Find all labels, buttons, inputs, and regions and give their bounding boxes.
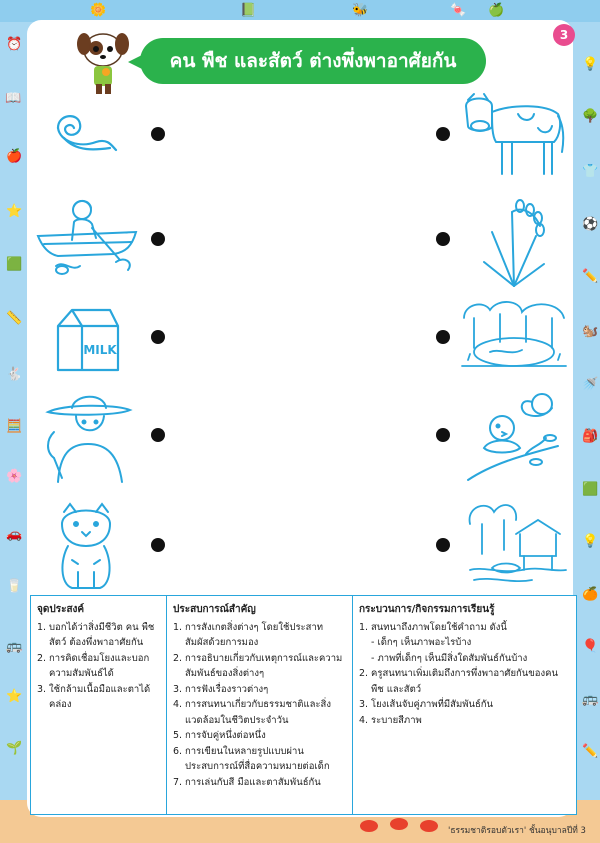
process-heading: กระบวนการ/กิจกรรมการเรียนรู้ <box>359 604 495 615</box>
pencil-icon: ✏️ <box>582 269 599 284</box>
process-subitem: - เด็กๆ เห็นภาพอะไรบ้าง <box>371 637 472 648</box>
rabbit-icon: 🐇 <box>6 367 23 382</box>
experience-item: 4. การสนทนาเกี่ยวกับธรรมชาติและสิ่งแวดล้อมในชีวิตประจำวัน <box>173 699 331 726</box>
apple-icon: 🍏 <box>488 3 505 18</box>
experience-item: 6. การเขียนในหลายรูปแบบผ่านประสบการณ์ที่สื่อความหมายต่อเด็ก <box>173 745 330 772</box>
watering-can-icon: 🚿 <box>582 377 599 392</box>
process-item: 3. โยงเส้นจับคู่ภาพที่มีสัมพันธ์กัน <box>359 699 494 710</box>
right-dot-3[interactable] <box>436 330 450 344</box>
process-item: 4. ระบายสีภาพ <box>359 714 422 726</box>
boat-fisher-icon <box>36 196 141 280</box>
right-dot-1[interactable] <box>436 127 450 141</box>
forest-pond-icon <box>460 296 568 372</box>
left-dot-4[interactable] <box>151 428 165 442</box>
star-icon: ⭐ <box>6 204 23 219</box>
ball-icon: ⚽ <box>582 217 599 232</box>
objective-item: 1. บอกได้ว่าสิ่งมีชีวิต คน พืช สัตว์ ต้องพึ่งพาอาศัยกัน <box>37 621 155 648</box>
lightbulb-icon: 💡 <box>582 57 599 72</box>
flower-icon: 🌸 <box>6 469 23 484</box>
experiences-column <box>166 596 352 814</box>
bag-icon: 🎒 <box>582 429 599 444</box>
bird-nest-icon <box>466 388 562 486</box>
river-house-icon <box>462 494 568 590</box>
crabs-icon <box>355 812 445 836</box>
squirrel-icon: 🐿️ <box>582 324 599 339</box>
candy-icon: 🍬 <box>450 3 467 18</box>
left-dot-2[interactable] <box>151 232 165 246</box>
left-dot-3[interactable] <box>151 330 165 344</box>
tiger-icon <box>52 500 120 592</box>
process-column <box>352 596 575 814</box>
calculator-icon: 🧮 <box>6 419 23 434</box>
rice-plant-icon <box>478 192 550 288</box>
right-dot-5[interactable] <box>436 538 450 552</box>
experiences-heading: ประสบการณ์สำคัญ <box>173 604 256 615</box>
farmer-icon <box>44 382 134 486</box>
process-item: 1. สนทนาถึงภาพโดยใช้คำถาม ดังนี้ <box>359 621 507 633</box>
pencil-icon: ✏️ <box>582 744 599 759</box>
cow-icon <box>462 92 566 178</box>
right-dot-4[interactable] <box>436 428 450 442</box>
board-icon: 🟩 <box>582 482 599 497</box>
milk-label: MILK <box>83 343 117 357</box>
footer-text: 'ธรรมชาติรอบตัวเรา' ชั้นอนุบาลปีที่ 3 <box>448 826 586 836</box>
objective-item: 2. การคิดเชื่อมโยงและบอกความสัมพันธ์ได้ <box>37 652 150 679</box>
apple-icon: 🍎 <box>6 149 23 164</box>
dog-mascot-icon <box>72 26 134 98</box>
board-icon: 🟩 <box>6 257 23 272</box>
process-subitem: - ภาพที่เด็กๆ เห็นมีสิ่งใดสัมพันธ์กันบ้าง <box>371 652 528 664</box>
page-number-badge: 3 <box>553 24 575 46</box>
milk-icon: 🥛 <box>6 579 23 594</box>
orange-icon: 🍊 <box>582 587 599 602</box>
bus-icon: 🚌 <box>6 639 23 654</box>
page-title: คน พืช และสัตว์ ต่างพึ่งพาอาศัยกัน <box>140 38 486 84</box>
lamp-icon: 💡 <box>582 534 599 549</box>
ruler-icon: 📏 <box>6 311 23 326</box>
lesson-info-box <box>30 595 577 815</box>
balloon-icon: 🎈 <box>582 639 599 654</box>
right-dot-2[interactable] <box>436 232 450 246</box>
experience-item: 1. การสังเกตสิ่งต่างๆ โดยใช้ประสาทสัมผัสด้วยการมอง <box>173 621 324 648</box>
sprout-icon: 🌱 <box>6 741 23 756</box>
bus-icon: 🚌 <box>582 692 599 707</box>
left-dot-1[interactable] <box>151 127 165 141</box>
left-dot-5[interactable] <box>151 538 165 552</box>
starfish-icon: ⭐ <box>6 689 23 704</box>
worm-icon <box>50 108 122 156</box>
tree-icon: 🌳 <box>582 109 599 124</box>
process-item: 2. ครูสนทนาเพิ่มเติมถึงการพึ่งพาอาศัยกันของคน พืช และสัตว์ <box>359 668 558 695</box>
objectives-column <box>31 596 166 814</box>
flower-icon: 🌼 <box>90 3 107 18</box>
milk-carton-icon <box>52 304 124 374</box>
shirt-icon: 👕 <box>582 164 599 179</box>
book-icon: 📗 <box>240 3 257 18</box>
objective-item: 3. ใช้กล้ามเนื้อมือและตาได้คล่อง <box>37 683 151 710</box>
experience-item: 7. การเล่นกับสี มือและตาสัมพันธ์กัน <box>173 776 321 788</box>
book-icon: 📖 <box>5 91 22 106</box>
experience-item: 2. การอธิบายเกี่ยวกับเหตุการณ์และความสัมพันธ์ของสิ่งต่างๆ <box>173 652 343 679</box>
car-icon: 🚗 <box>6 527 23 542</box>
alarm-clock-icon: ⏰ <box>6 37 23 52</box>
objectives-heading: จุดประสงค์ <box>37 604 85 615</box>
experience-item: 5. การจับคู่หนึ่งต่อหนึ่ง <box>173 730 266 741</box>
experience-item: 3. การฟังเรื่องราวต่างๆ <box>173 683 269 695</box>
bee-icon: 🐝 <box>352 3 369 18</box>
